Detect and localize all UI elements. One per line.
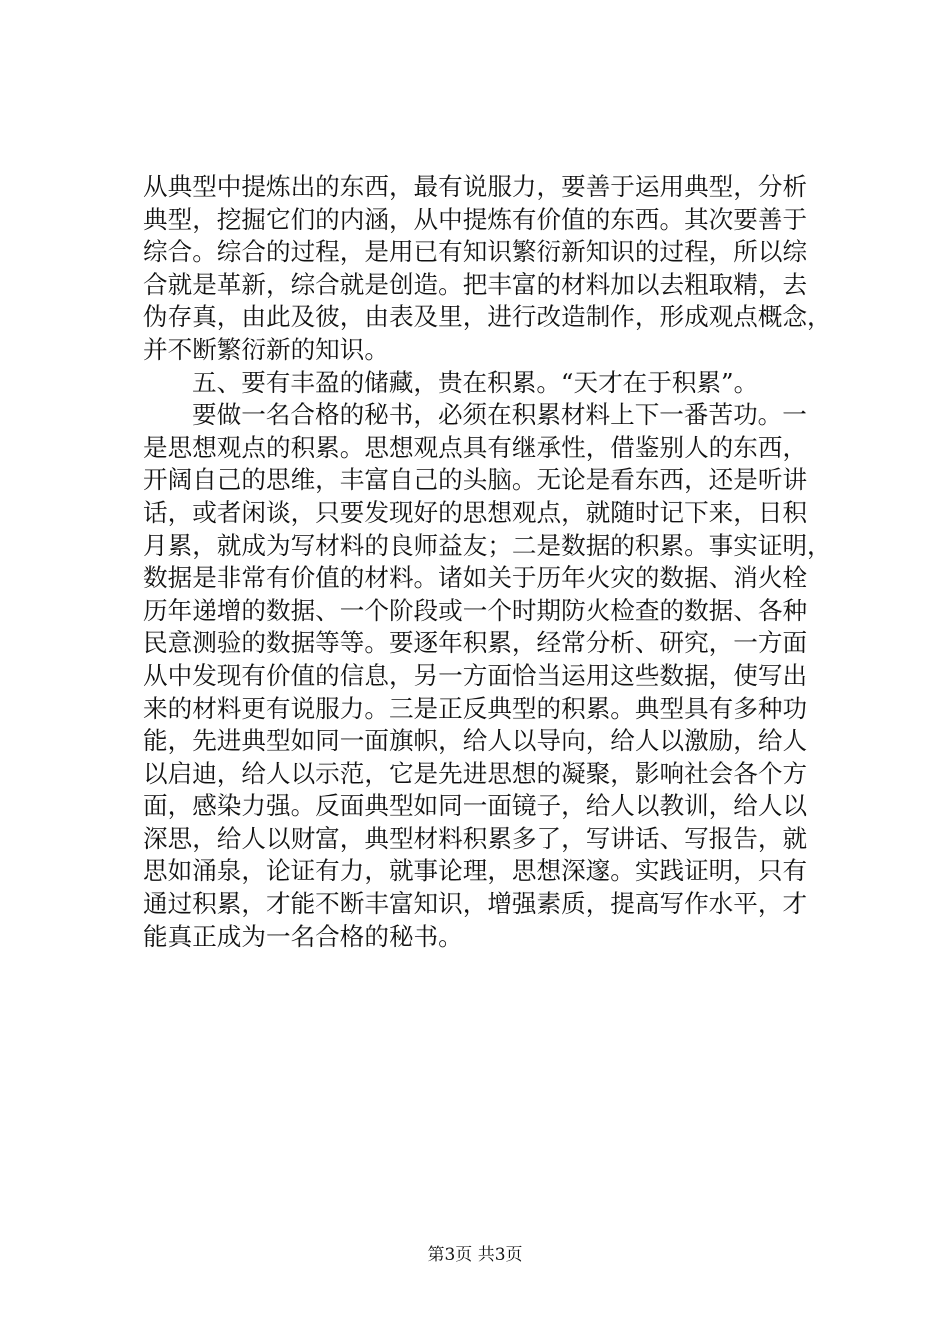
- section-heading: 五、要有丰盈的储藏，贵在积累。“天才在于积累”。: [192, 367, 759, 397]
- text-line: 开阔自己的思维，丰富自己的头脑。无论是看东西，还是听讲: [143, 465, 808, 495]
- text-line: 能真正成为一名合格的秘书。: [143, 921, 463, 951]
- text-line: 民意测验的数据等等。要逐年积累，经常分析、研究，一方面: [143, 628, 808, 658]
- text-line: 通过积累，才能不断丰富知识，增强素质，提高写作水平，才: [143, 889, 808, 919]
- text-line: 并不断繁衍新的知识。: [143, 334, 389, 364]
- text-line: 历年递增的数据、一个阶段或一个时期防火检查的数据、各种: [143, 595, 808, 625]
- text-line: 伪存真，由此及彼，由表及里，进行改造制作，形成观点概念，: [143, 302, 832, 332]
- text-line: 合就是革新，综合就是创造。把丰富的材料加以去粗取精，去: [143, 269, 808, 299]
- page-number-footer: 第3页 共3页: [427, 1245, 523, 1265]
- text-line: 从中发现有价值的信息，另一方面恰当运用这些数据，使写出: [143, 660, 808, 690]
- text-line: 综合。综合的过程，是用已有知识繁衍新知识的过程，所以综: [143, 237, 808, 267]
- text-line: 深思，给人以财富，典型材料积累多了，写讲话、写报告，就: [143, 823, 808, 853]
- body-text: [143, 171, 833, 953]
- text-line: 典型，挖掘它们的内涵，从中提炼有价值的东西。其次要善于: [143, 204, 808, 234]
- text-line: 数据是非常有价值的材料。诸如关于历年火灾的数据、消火栓: [143, 563, 808, 593]
- text-line: 话，或者闲谈，只要发现好的思想观点，就随时记下来，日积: [143, 497, 808, 527]
- text-line: 以启迪，给人以示范，它是先进思想的凝聚，影响社会各个方: [143, 758, 808, 788]
- text-line: 要做一名合格的秘书，必须在积累材料上下一番苦功。一: [192, 400, 807, 430]
- text-line: 来的材料更有说服力。三是正反典型的积累。典型具有多种功: [143, 693, 808, 723]
- text-line: 能，先进典型如同一面旗帜，给人以导向，给人以激励，给人: [143, 726, 808, 756]
- text-line: 是思想观点的积累。思想观点具有继承性，借鉴别人的东西，: [143, 432, 808, 462]
- text-line: 面，感染力强。反面典型如同一面镜子，给人以教训，给人以: [143, 791, 808, 821]
- text-line: 思如涌泉，论证有力，就事论理，思想深邃。实践证明，只有: [143, 856, 808, 886]
- text-line: 月累，就成为写材料的良师益友；二是数据的积累。事实证明，: [143, 530, 832, 560]
- text-line: 从典型中提炼出的东西，最有说服力，要善于运用典型，分析: [143, 172, 808, 201]
